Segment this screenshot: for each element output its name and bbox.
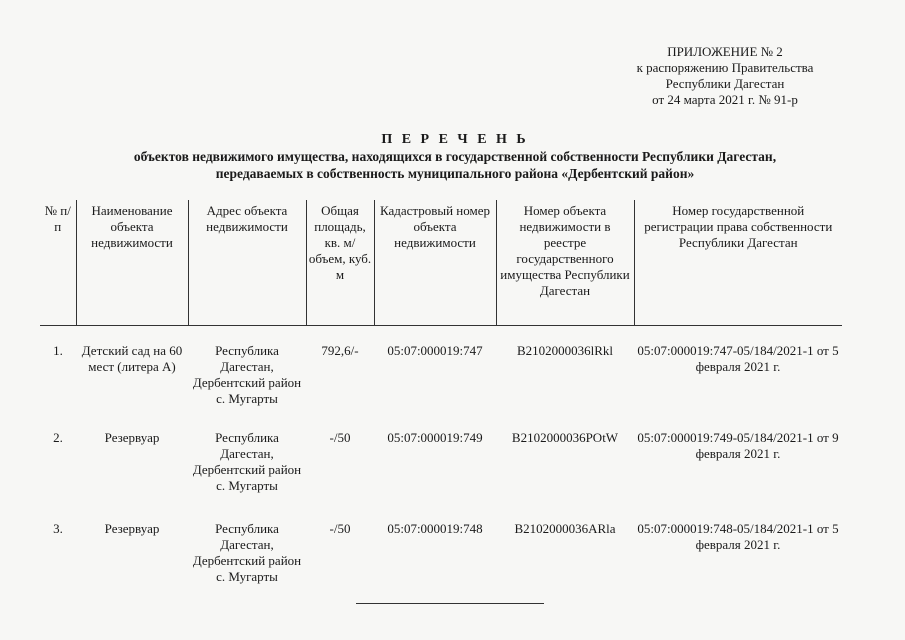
header-address: Адрес объекта недвижимости [188,200,306,326]
property-table [40,200,842,591]
header-registration: Номер государственной регистрации права собственности Республики Дагестан [634,200,842,326]
row-number: 3. [53,521,63,536]
object-address: Республика Дагестан, Дербентский район с. Мугарты [192,343,302,406]
registration-number: 05:07:000019:747-05/184/2021-1 от 5 февраля 2021 г. [637,343,839,374]
appendix-block [560,44,890,108]
document-title [40,131,870,182]
registration-number: 05:07:000019:749-05/184/2021-1 от 9 февраля 2021 г. [637,430,839,461]
cadastral-number: 05:07:000019:747 [387,343,483,358]
row-number: 1. [53,343,63,358]
title-line-2: передаваемых в собственность муниципального района «Дербентский район» [215,166,695,181]
table-header-row [40,200,842,326]
table-row [40,504,842,591]
table-row [40,413,842,504]
appendix-decree-line: к распоряжению Правительства [636,60,814,75]
appendix-date-line: от 24 марта 2021 г. № 91-р [652,92,798,107]
object-name: Детский сад на 60 мест (литера А) [81,343,183,374]
cadastral-number: 05:07:000019:749 [387,430,483,445]
header-area: Общая площадь, кв. м/ объем, куб. м [306,200,374,326]
header-registry: Номер объекта недвижимости в реестре государственного имущества Республики Дагестан [496,200,634,326]
table-row [40,326,842,414]
registry-number: B2102000036POtW [511,430,619,445]
registry-number: B2102000036lRkl [516,343,614,358]
object-area: -/50 [329,521,351,536]
header-number: № п/п [40,200,76,326]
cadastral-number: 05:07:000019:748 [387,521,483,536]
header-name: Наименование объекта недвижимости [76,200,188,326]
registry-number: B2102000036ARla [514,521,616,536]
header-cadastral: Кадастровый номер объекта недвижимости [374,200,496,326]
appendix-number: ПРИЛОЖЕНИЕ № 2 [667,44,783,59]
registration-number: 05:07:000019:748-05/184/2021-1 от 5 февраля 2021 г. [637,521,839,552]
object-name: Резервуар [104,521,160,536]
row-number: 2. [53,430,63,445]
closing-rule [356,603,544,604]
title-line-1: объектов недвижимого имущества, находящихся в государственной собственности Республики Дагестан, [133,149,777,164]
appendix-republic-line: Республики Дагестан [665,76,785,91]
object-name: Резервуар [104,430,160,445]
object-area: 792,6/- [321,343,359,358]
object-area: -/50 [329,430,351,445]
object-address: Республика Дагестан, Дербентский район с. Мугарты [192,521,302,584]
object-address: Республика Дагестан, Дербентский район с. Мугарты [192,430,302,493]
title-main: П Е Р Е Ч Е Н Ь [381,132,529,147]
